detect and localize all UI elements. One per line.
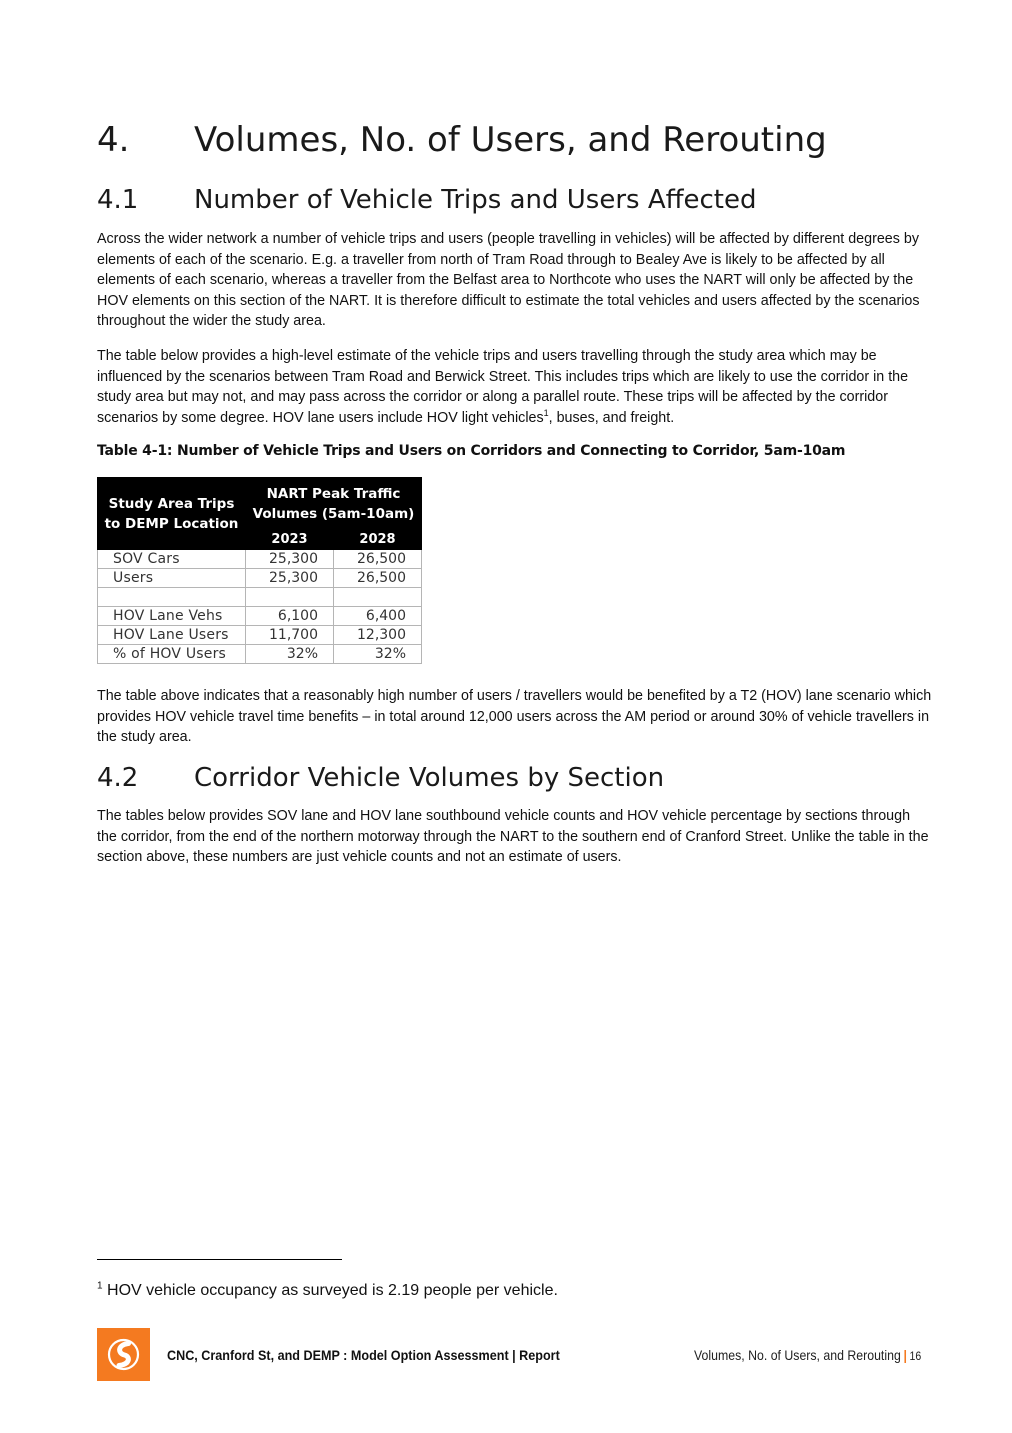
row-label: Users	[98, 569, 246, 588]
footnote-reference[interactable]: 1	[543, 408, 549, 419]
subsection-number: 4.2	[97, 763, 139, 793]
row-label	[98, 588, 246, 607]
footnote-text: HOV vehicle occupancy as surveyed is 2.19 people per vehicle.	[102, 1282, 558, 1299]
row-label: HOV Lane Vehs	[98, 607, 246, 626]
paragraph-text: The table below provides a high-level estimate of the vehicle trips and users travelling through the study area which may be influenced by the scenarios between Tram Road and Berwick Street. This includes trips which are likely to use the corridor in the study area but may not, and may pass across the corridor or along a parallel route. These trips will be affected by the corridor scenarios by some degree. HOV lane users include HOV light vehicles	[97, 348, 909, 426]
footer-page-info	[694, 1347, 921, 1363]
footnote-number: 1	[97, 1280, 103, 1292]
footer-document-title: CNC, Cranford St, and DEMP : Model Option Assessment | Report	[167, 1347, 560, 1363]
cell-2028: 6,400	[334, 607, 422, 626]
cell-2028: 26,500	[334, 569, 422, 588]
cell-2023: 11,700	[246, 626, 334, 645]
row-label: HOV Lane Users	[98, 626, 246, 645]
table-row	[98, 607, 422, 626]
table-caption: Table 4-1: Number of Vehicle Trips and Users on Corridors and Connecting to Corridor, 5am-10am	[97, 443, 846, 459]
section-title: Volumes, No. of Users, and Rerouting	[194, 120, 827, 160]
cell-2023: 25,300	[246, 569, 334, 588]
page-number: 16	[909, 1349, 921, 1363]
cell-2028: 26,500	[334, 550, 422, 569]
paragraph-table-intro	[97, 346, 933, 428]
cell-2028: 32%	[334, 645, 422, 664]
cell-2023: 32%	[246, 645, 334, 664]
table-row	[98, 550, 422, 569]
trips-users-table	[97, 477, 422, 664]
subsection-heading-4-1	[97, 185, 957, 215]
footnote-separator	[97, 1259, 342, 1260]
table-row	[98, 569, 422, 588]
section-number: 4.	[97, 120, 130, 160]
footnote	[97, 1282, 558, 1300]
header-year-2023: 2023	[246, 531, 334, 550]
cell-2023	[246, 588, 334, 607]
row-label: SOV Cars	[98, 550, 246, 569]
paragraph-table-summary: The table above indicates that a reasonably high number of users / travellers would be benefited by a T2 (HOV) lane scenario which provides HOV vehicle travel time benefits – in total around 12,000 users across the AM period or around 30% of vehicle travellers in the study area.	[97, 688, 932, 746]
cell-2028: 12,300	[334, 626, 422, 645]
subsection-heading-4-2	[97, 763, 957, 793]
table-row	[98, 626, 422, 645]
logo-mark	[97, 1328, 150, 1381]
row-label: % of HOV Users	[98, 645, 246, 664]
subsection-number: 4.1	[97, 185, 139, 215]
section-heading	[97, 120, 957, 160]
paragraph-text-end: , buses, and freight.	[548, 409, 675, 426]
paragraph-network-impact: Across the wider network a number of vehicle trips and users (people travelling in vehicles) will be affected by different degrees by elements of each of the scenario. E.g. a traveller from north of Tram Road through to Bealey Ave is likely to be affected by all elements of each scenario, whereas a traveller from the Belfast area to Northcote who uses the NART will only be affected by the HOV elements on this section of the NART. It is therefore difficult to estimate the total vehicles and users affected by the scenarios throughout the wider the study area.	[97, 231, 920, 330]
cell-2028	[334, 588, 422, 607]
footer-section-title: Volumes, No. of Users, and Rerouting	[693, 1347, 901, 1363]
subsection-title: Corridor Vehicle Volumes by Section	[194, 763, 665, 793]
company-logo-icon	[97, 1328, 150, 1381]
footer-separator: |	[903, 1347, 907, 1363]
cell-2023: 25,300	[246, 550, 334, 569]
header-year-2028: 2028	[334, 531, 422, 550]
subsection-title: Number of Vehicle Trips and Users Affected	[194, 185, 757, 215]
cell-2023: 6,100	[246, 607, 334, 626]
paragraph-corridor-volumes: The tables below provides SOV lane and HOV lane southbound vehicle counts and HOV vehicle percentage by sections through the corridor, from the end of the northern motorway through the NART to the southern end of Cranford Street. Unlike the table in the section above, these numbers are just vehicle counts and not an estimate of users.	[97, 808, 929, 866]
table-row-empty	[98, 588, 422, 607]
table-row	[98, 645, 422, 664]
header-study-area-trips: Study Area Trips to DEMP Location	[98, 478, 246, 550]
header-nart-peak-volumes: NART Peak Traffic Volumes (5am-10am)	[246, 478, 422, 531]
